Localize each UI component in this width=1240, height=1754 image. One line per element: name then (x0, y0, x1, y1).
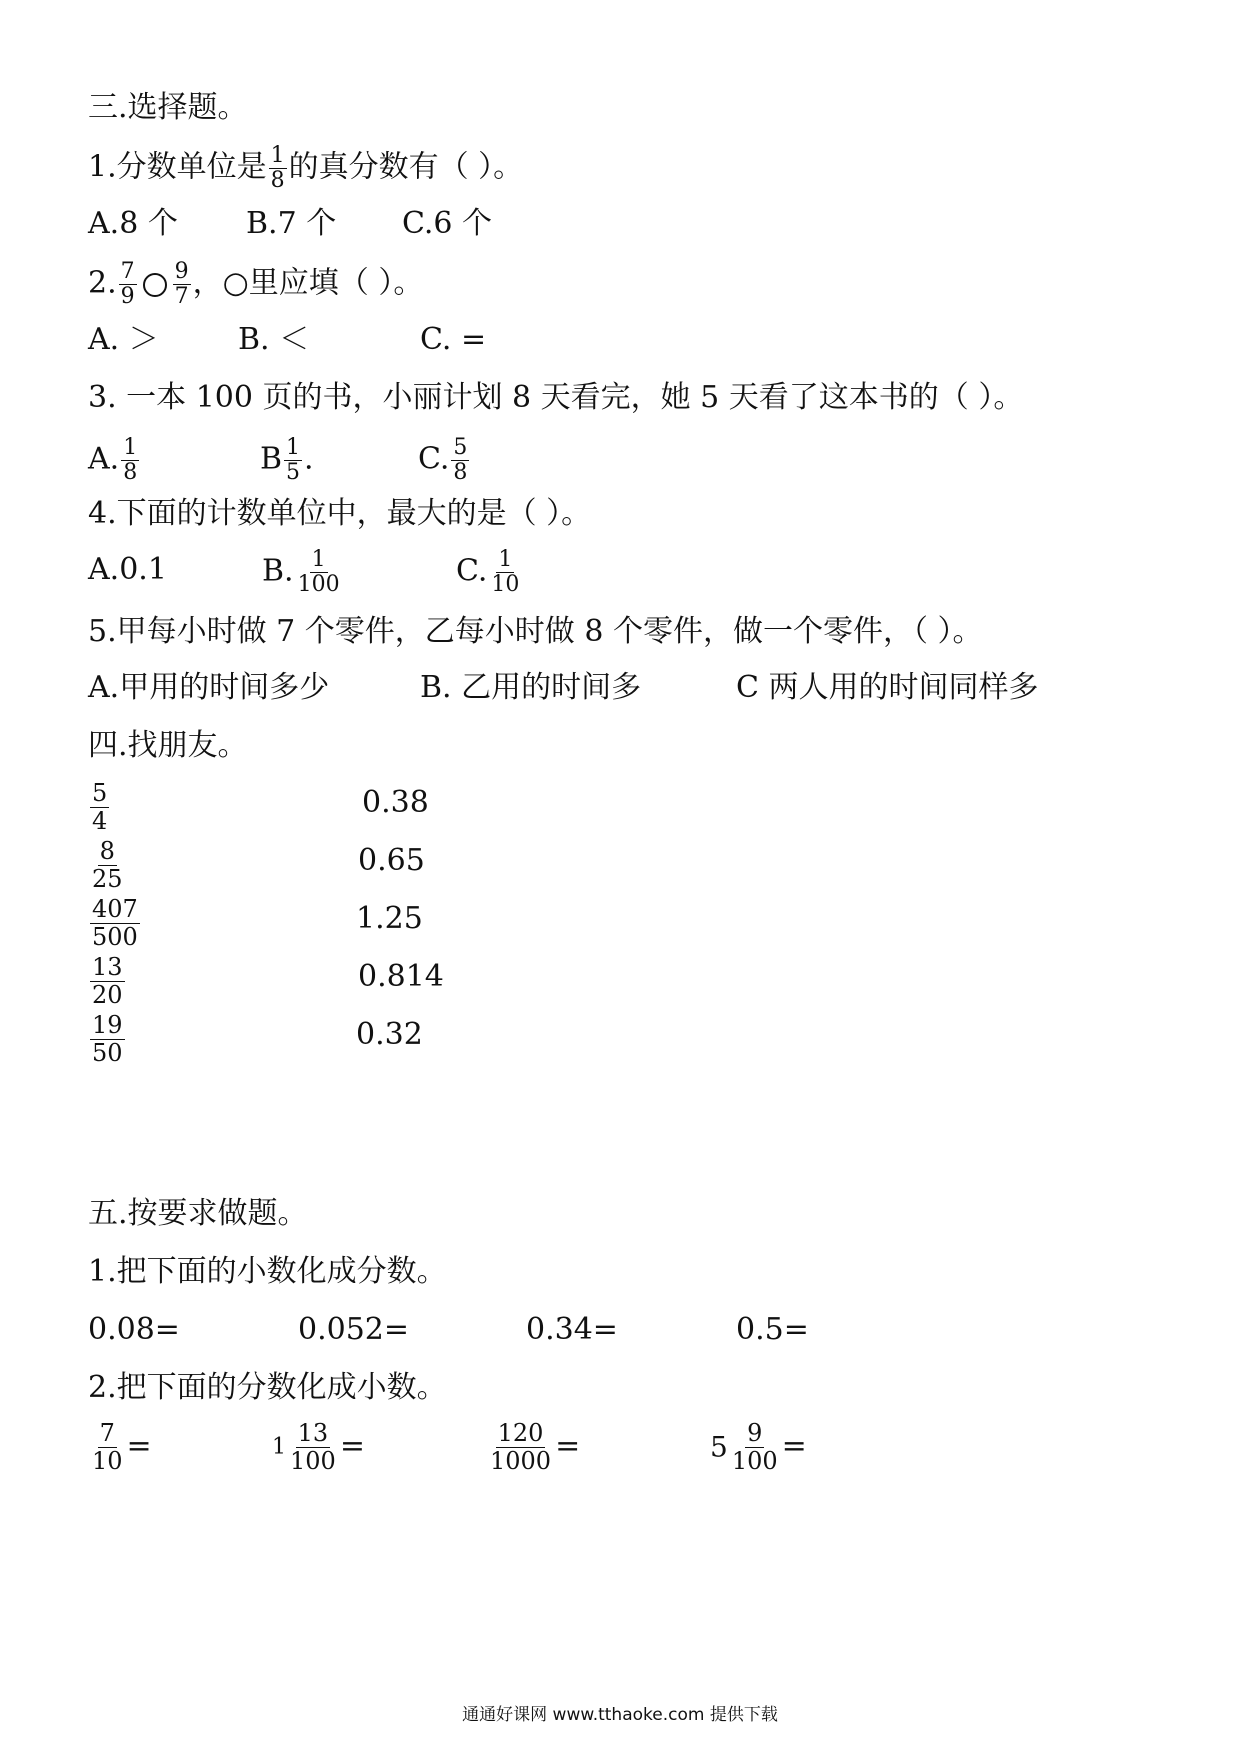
q2-option-c: C. = (420, 322, 487, 357)
page-footer: 通通好课网 www.tthaoke.com 提供下载 (462, 1705, 778, 1725)
part-1-title: 1.把下面的小数化成分数。 (88, 1254, 447, 1289)
q4-option-b-fraction (296, 548, 342, 597)
q5-option-b: B. 乙用的时间多 (420, 670, 642, 705)
q4-option-c-fraction (489, 548, 521, 597)
q4-b-num: 1 (311, 547, 326, 572)
fi3-num: 120 (497, 1419, 544, 1447)
fraction-item-3-equals: = (555, 1428, 581, 1464)
q2-suffix: ，○里应填（ ）。 (192, 265, 424, 301)
q3-a-den: 8 (123, 460, 138, 485)
fi2-num: 13 (297, 1419, 329, 1447)
fraction-item-1 (88, 1420, 152, 1475)
q3-b-num: 1 (286, 435, 301, 460)
fraction-item-4-whole: 5 (710, 1430, 728, 1464)
fi4-num: 9 (747, 1419, 763, 1447)
match-decimal-3: 1.25 (356, 901, 423, 936)
q1-option-a: A.8 个 (88, 206, 178, 241)
mf1-den: 4 (92, 807, 108, 835)
q2-option-a: A. ＞ (88, 322, 159, 357)
q3-option-c-fraction (451, 436, 469, 485)
q3-option-b-suffix: . (304, 441, 314, 477)
match-fraction-5-value (90, 1012, 125, 1067)
mf5-num: 19 (92, 1011, 123, 1039)
q1-frac-den: 8 (270, 168, 285, 193)
match-decimal-5: 0.32 (356, 1017, 423, 1052)
section-5-title: 五.按要求做题。 (88, 1196, 308, 1231)
match-fraction-2-value (90, 838, 125, 893)
fi1-num: 7 (99, 1419, 115, 1447)
q3-b-den: 5 (286, 460, 301, 485)
q2-fraction-2 (173, 260, 191, 309)
part-2-title: 2.把下面的分数化成小数。 (88, 1370, 447, 1405)
fraction-item-4-value (730, 1420, 780, 1475)
fraction-item-2 (272, 1420, 365, 1475)
match-fraction-5 (88, 1012, 127, 1067)
q2-frac1-num: 7 (120, 259, 135, 284)
q3-option-a-label: A. (88, 441, 120, 477)
match-fraction-1 (88, 780, 111, 835)
q2-option-b: B. ＜ (238, 322, 310, 357)
q3-a-num: 1 (123, 435, 138, 460)
fraction-item-1-equals: = (126, 1428, 152, 1464)
q2-prefix: 2. (88, 265, 117, 301)
mf4-num: 13 (92, 953, 123, 981)
q1-fraction (269, 144, 287, 193)
q4-option-b (262, 548, 344, 597)
question-3: 3. 一本 100 页的书，小丽计划 8 天看完，她 5 天看了这本书的（ ）。 (88, 380, 1024, 415)
circle-blank-icon (143, 273, 167, 297)
match-fraction-2 (88, 838, 127, 893)
decimal-item-2: 0.052= (298, 1312, 410, 1347)
decimal-item-1: 0.08= (88, 1312, 180, 1347)
q3-option-b-label: B (260, 441, 283, 477)
q1-frac-num: 1 (270, 143, 285, 168)
q1-option-b: B.7 个 (246, 206, 337, 241)
q1-prefix: 1.分数单位是 (88, 149, 267, 185)
fi1-den: 10 (92, 1447, 123, 1475)
q3-c-den: 8 (453, 460, 468, 485)
q2-fraction-1 (119, 260, 137, 309)
q2-frac2-num: 9 (174, 259, 189, 284)
q4-option-c (456, 548, 523, 597)
fi4-den: 100 (731, 1447, 778, 1475)
decimal-item-4: 0.5= (736, 1312, 809, 1347)
question-5: 5.甲每小时做 7 个零件，乙每小时做 8 个零件，做一个零件，（ ）。 (88, 614, 983, 649)
q4-c-num: 1 (498, 547, 513, 572)
match-fraction-1-value (90, 780, 109, 835)
question-4: 4.下面的计数单位中，最大的是（ ）。 (88, 496, 592, 531)
q4-option-a: A.0.1 (88, 552, 167, 587)
match-decimal-4: 0.814 (358, 959, 444, 994)
decimal-item-3: 0.34= (526, 1312, 618, 1347)
q5-option-c: C 两人用的时间同样多 (736, 670, 1039, 705)
fraction-item-4-equals: = (781, 1428, 807, 1464)
question-2 (88, 260, 423, 309)
q3-option-c (418, 436, 471, 485)
mf2-den: 25 (92, 865, 123, 893)
fraction-item-2-equals: = (339, 1428, 365, 1464)
q5-option-a: A.甲用的时间多少 (88, 670, 330, 705)
match-fraction-4-value (90, 954, 125, 1009)
q4-c-den: 10 (491, 572, 520, 597)
fraction-item-1-value (90, 1420, 125, 1475)
fraction-item-3-value (488, 1420, 553, 1475)
mf3-num: 407 (92, 895, 138, 923)
match-decimal-1: 0.38 (362, 785, 429, 820)
q3-option-b (260, 436, 314, 485)
question-1 (88, 144, 523, 193)
mf5-den: 50 (92, 1039, 123, 1067)
mf2-num: 8 (99, 837, 115, 865)
fraction-item-2-whole: 1 (272, 1434, 286, 1460)
q2-frac1-den: 9 (120, 284, 135, 309)
q4-b-den: 100 (297, 572, 340, 597)
q4-option-c-label: C. (456, 553, 488, 589)
fraction-item-2-value (288, 1420, 338, 1475)
match-fraction-3-value (90, 896, 140, 951)
match-decimal-2: 0.65 (358, 843, 425, 878)
q1-suffix: 的真分数有（ ）。 (288, 149, 524, 185)
q1-option-c: C.6 个 (402, 206, 493, 241)
fraction-item-3 (486, 1420, 580, 1475)
q3-c-num: 5 (453, 435, 468, 460)
fi3-den: 1000 (490, 1447, 552, 1475)
q3-option-c-label: C. (418, 441, 450, 477)
mf1-num: 5 (92, 779, 108, 807)
mf4-den: 20 (92, 981, 123, 1009)
q3-option-a-fraction (121, 436, 139, 485)
q3-option-a (88, 436, 141, 485)
match-fraction-3 (88, 896, 142, 951)
q2-frac2-den: 7 (174, 284, 189, 309)
q3-option-b-fraction (284, 436, 302, 485)
q4-option-b-label: B. (262, 553, 294, 589)
fi2-den: 100 (290, 1447, 336, 1475)
match-fraction-4 (88, 954, 127, 1009)
section-3-title: 三.选择题。 (88, 90, 248, 125)
fraction-item-4 (710, 1420, 807, 1475)
mf3-den: 500 (92, 923, 138, 951)
section-4-title: 四.找朋友。 (88, 728, 248, 763)
